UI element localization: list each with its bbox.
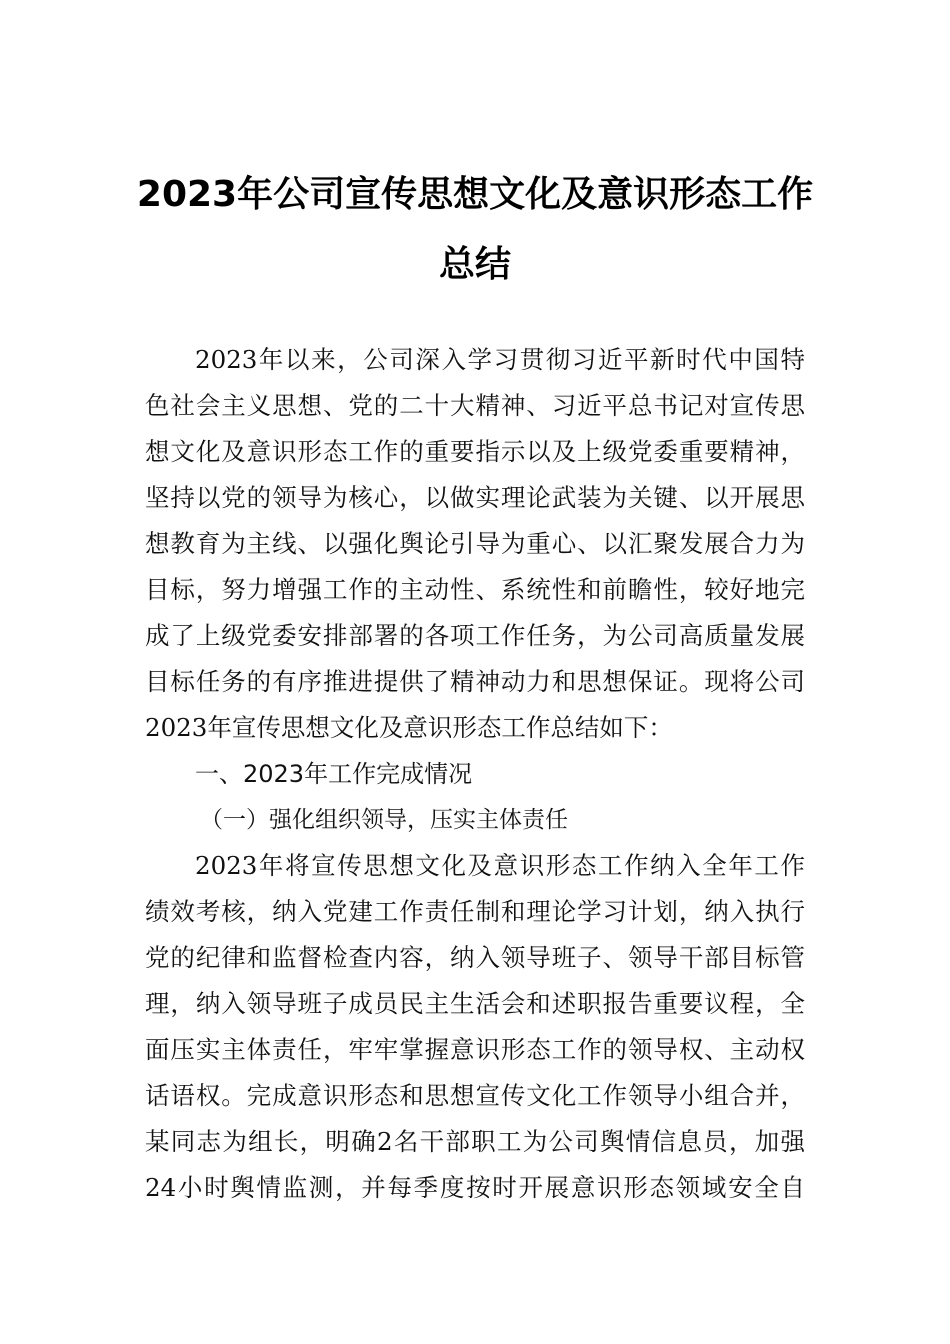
paragraph-line: 成了上级党委安排部署的各项工作任务，为公司高质量发展 [145, 621, 805, 650]
paragraph-line: 面压实主体责任，牢牢掌握意识形态工作的领导权、主动权 [145, 1035, 805, 1064]
paragraph-line: 某同志为组长，明确2名干部职工为公司舆情信息员，加强 [145, 1127, 805, 1156]
paragraph-line: 24小时舆情监测，并每季度按时开展意识形态领域安全自 [145, 1173, 805, 1202]
paragraph-line: 绩效考核，纳入党建工作责任制和理论学习计划，纳入执行 [145, 897, 805, 926]
paragraph-line: 坚持以党的领导为核心，以做实理论武装为关键、以开展思 [145, 483, 805, 512]
paragraph-line: 话语权。完成意识形态和思想宣传文化工作领导小组合并， [145, 1081, 805, 1110]
paragraph-line: 想文化及意识形态工作的重要指示以及上级党委重要精神， [145, 437, 805, 466]
paragraph-line: 目标，努力增强工作的主动性、系统性和前瞻性，较好地完 [145, 575, 805, 604]
paragraph-line: 理，纳入领导班子成员民主生活会和述职报告重要议程，全 [145, 989, 805, 1018]
paragraph-line: 党的纪律和监督检查内容，纳入领导班子、领导干部目标管 [145, 943, 805, 972]
document-title-line-2: 总结 [438, 244, 511, 285]
subsection-heading: （一）强化组织领导，压实主体责任 [200, 807, 568, 833]
paragraph-line: 2023年将宣传思想文化及意识形态工作纳入全年工作 [195, 851, 805, 880]
paragraph-line: 色社会主义思想、党的二十大精神、习近平总书记对宣传思 [145, 391, 805, 420]
document-title-line-1: 2023年公司宣传思想文化及意识形态工作 [136, 174, 814, 215]
section-heading: 一、2023年工作完成情况 [195, 760, 473, 788]
paragraph-line: 2023年宣传思想文化及意识形态工作总结如下： [145, 713, 673, 742]
paragraph-line: 目标任务的有序推进提供了精神动力和思想保证。现将公司 [145, 667, 805, 696]
paragraph-line: 想教育为主线、以强化舆论引导为重心、以汇聚发展合力为 [145, 529, 805, 558]
paragraph-line: 2023年以来，公司深入学习贯彻习近平新时代中国特 [195, 345, 805, 374]
